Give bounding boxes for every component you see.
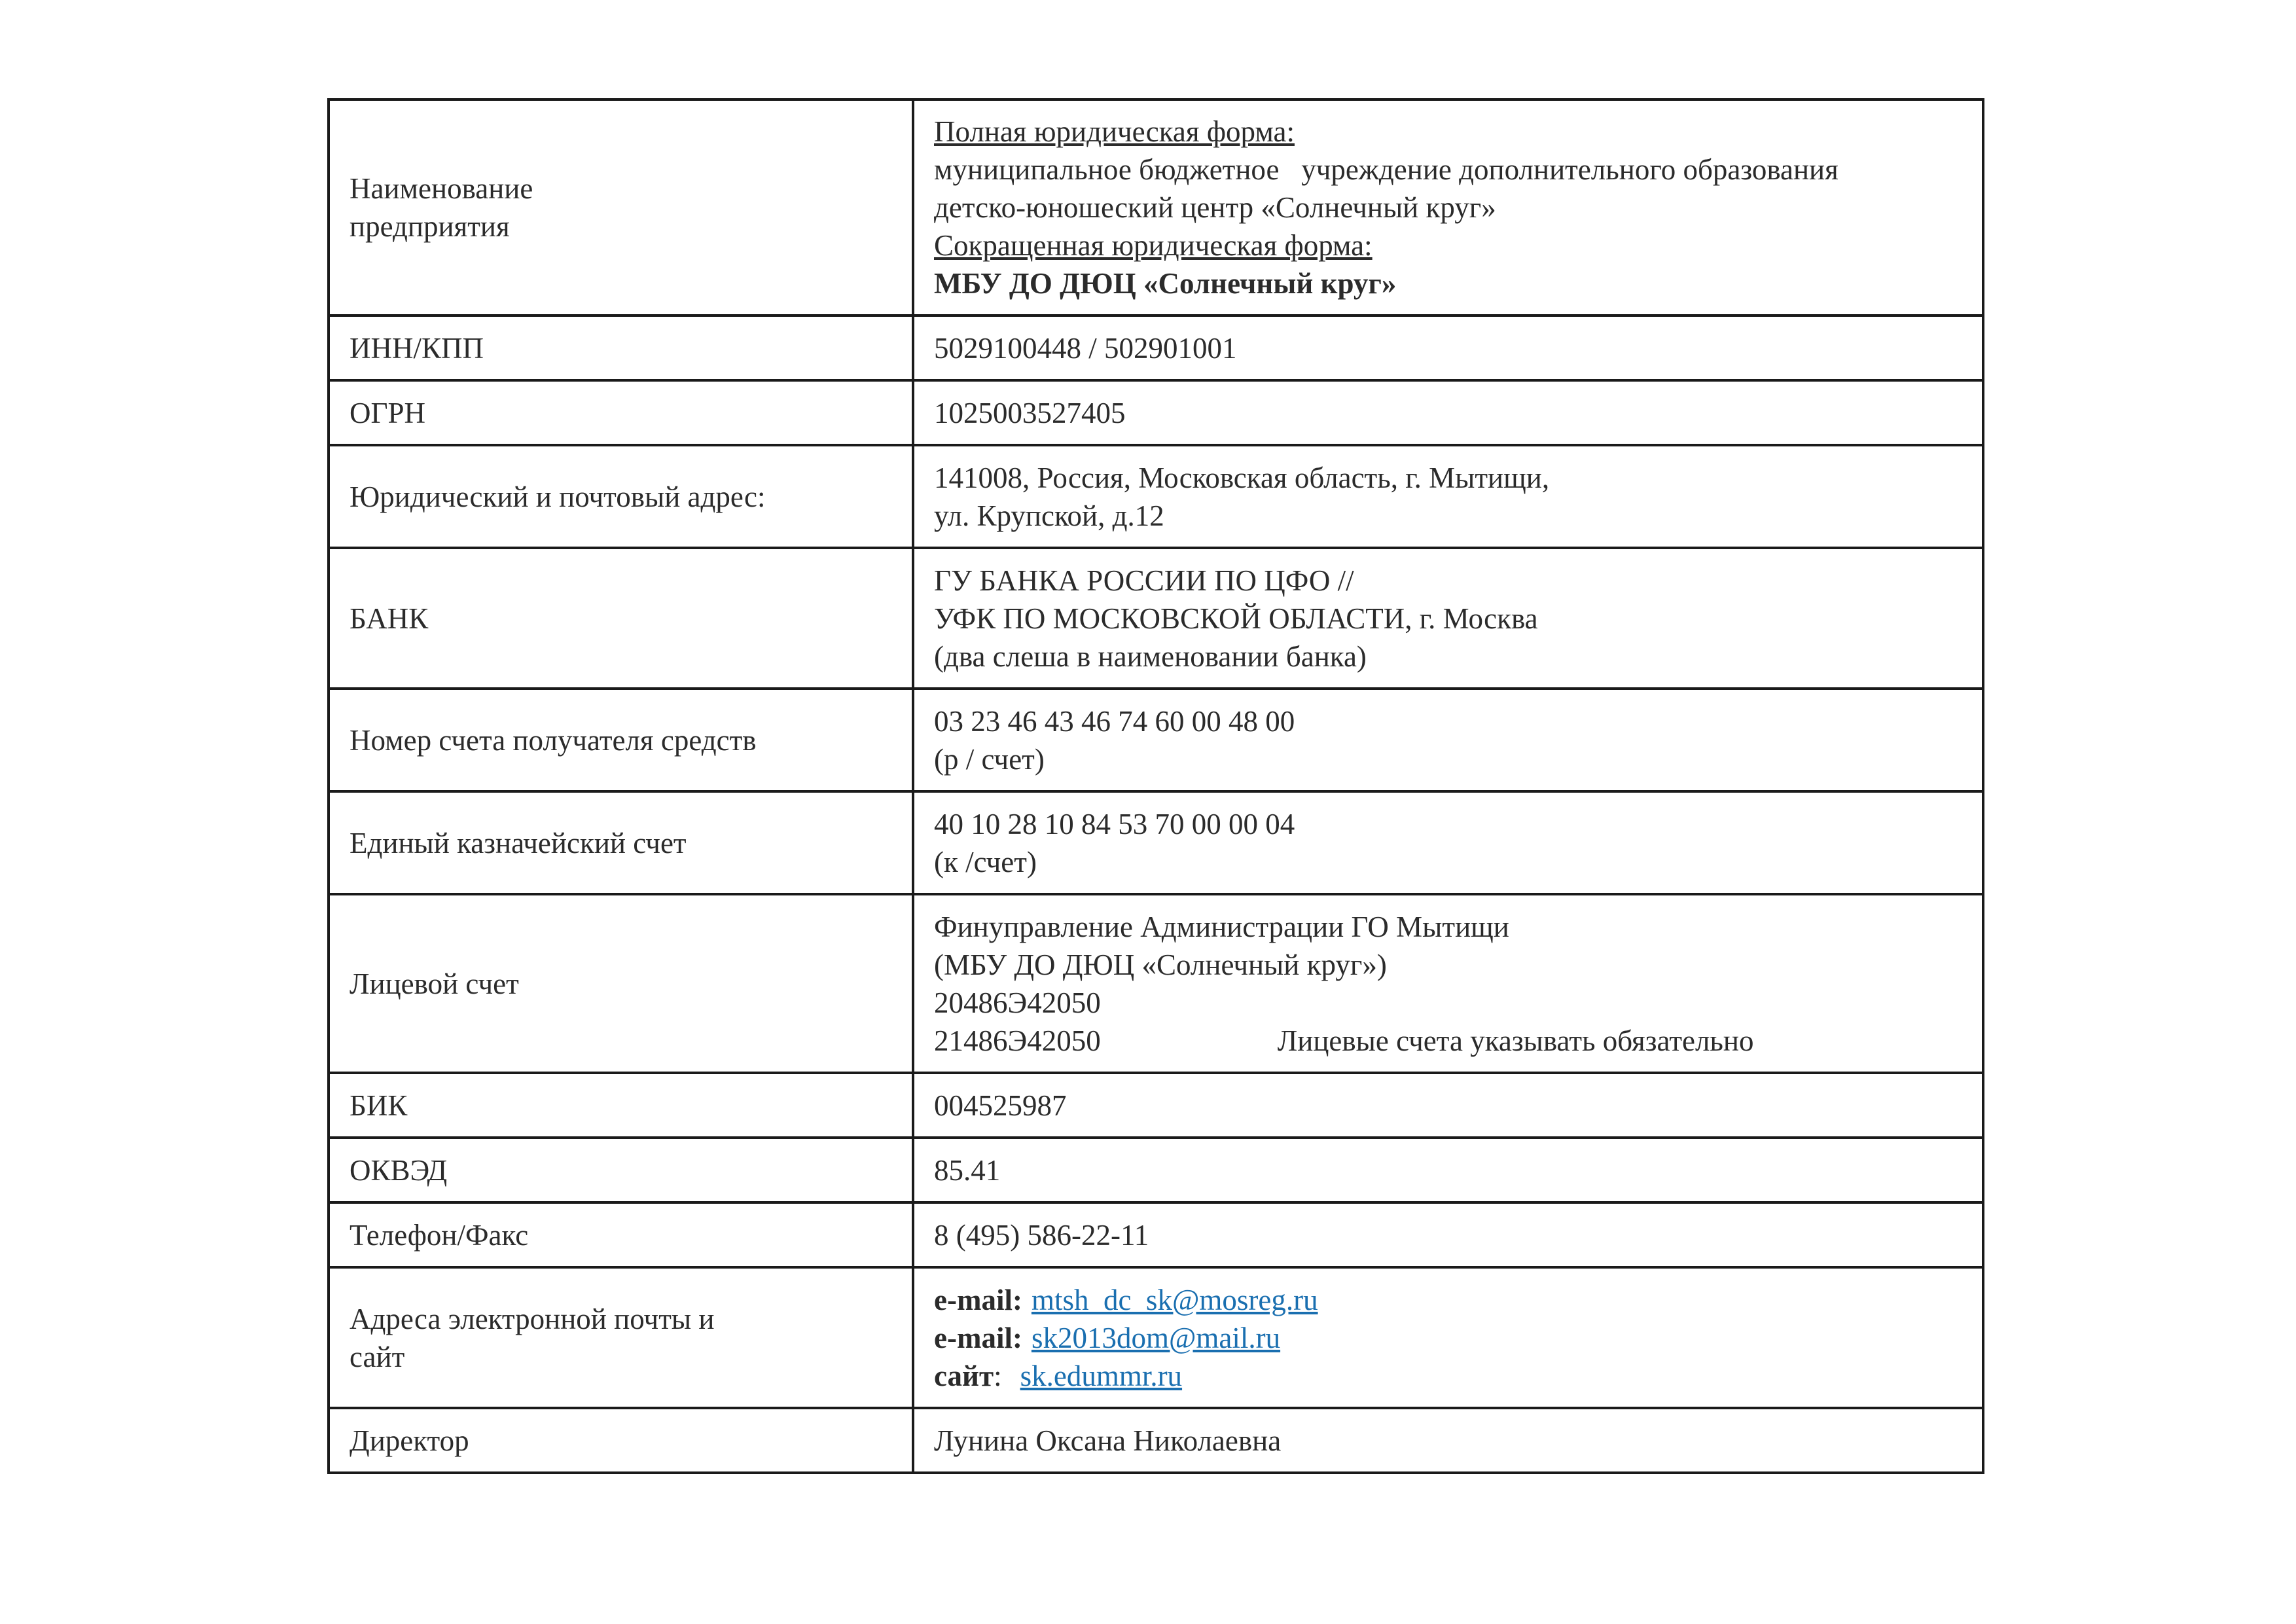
label-ogrn: ОГРН [329, 380, 913, 445]
personal-line1: Финуправление Администрации ГО Мытищи [934, 910, 1509, 943]
email1-label: e-mail: [934, 1283, 1022, 1316]
short-form-label: Сокращенная юридическая форма: [934, 229, 1372, 262]
label-director: Директор [329, 1408, 913, 1473]
treasury-line2: (к /счет) [934, 845, 1037, 878]
site-label: сайт [934, 1359, 994, 1392]
value-phone: 8 (495) 586-22-11 [913, 1202, 1983, 1267]
label-okved: ОКВЭД [329, 1138, 913, 1202]
value-cell [913, 548, 1983, 689]
requisites-table [327, 98, 1984, 1474]
treasury-line1: 40 10 28 10 84 53 70 00 00 04 [934, 807, 1295, 840]
email2-line [934, 1319, 1962, 1357]
personal-line3: 20486Э42050 [934, 986, 1101, 1019]
label-phone: Телефон/Факс [329, 1202, 913, 1267]
table-row-name [329, 99, 1983, 316]
table-row-bik [329, 1073, 1983, 1138]
full-form-label: Полная юридическая форма: [934, 115, 1295, 148]
label-personal: Лицевой счет [329, 894, 913, 1073]
value-cell [913, 689, 1983, 791]
value-cell [913, 894, 1983, 1073]
email1-line [934, 1281, 1962, 1319]
site-line [934, 1357, 1962, 1395]
email2-label: e-mail: [934, 1321, 1022, 1354]
personal-line4-wrap [934, 1022, 1962, 1060]
label-bank: БАНК [329, 548, 913, 689]
label-name-line1: Наименование [350, 172, 533, 205]
full-form-line1: муниципальное бюджетное учреждение дополнительного образования [934, 153, 1839, 186]
table-row-ogrn [329, 380, 1983, 445]
account-line2: (р / счет) [934, 742, 1045, 776]
table-row-account [329, 689, 1983, 791]
bank-line3: (два слеша в наименовании банка) [934, 640, 1367, 673]
short-form-value: МБУ ДО ДЮЦ «Солнечный круг» [934, 267, 1397, 300]
label-cell [329, 99, 913, 316]
label-account: Номер счета получателя средств [329, 689, 913, 791]
email1-link[interactable]: mtsh_dc_sk@mosreg.ru [1031, 1283, 1318, 1316]
table-row-inn [329, 316, 1983, 380]
label-email-line2: сайт [350, 1340, 405, 1373]
table-row-director [329, 1408, 1983, 1473]
label-address: Юридический и почтовый адрес: [329, 445, 913, 548]
account-line1: 03 23 46 43 46 74 60 00 48 00 [934, 704, 1295, 738]
label-inn: ИНН/КПП [329, 316, 913, 380]
label-cell [329, 1267, 913, 1408]
value-cell [913, 99, 1983, 316]
bank-line2: УФК ПО МОСКОВСКОЙ ОБЛАСТИ, г. Москва [934, 602, 1538, 635]
value-cell [913, 791, 1983, 894]
value-okved: 85.41 [913, 1138, 1983, 1202]
table-row-bank [329, 548, 1983, 689]
label-email-line1: Адреса электронной почты и [350, 1302, 715, 1335]
label-name-line2: предприятия [350, 210, 510, 243]
site-link[interactable]: sk.edummr.ru [1020, 1359, 1183, 1392]
table-row-okved [329, 1138, 1983, 1202]
label-treasury: Единый казначейский счет [329, 791, 913, 894]
email2-link[interactable]: sk2013dom@mail.ru [1031, 1321, 1281, 1354]
value-ogrn: 1025003527405 [913, 380, 1983, 445]
table-row-personal [329, 894, 1983, 1073]
value-inn: 5029100448 / 502901001 [913, 316, 1983, 380]
value-director: Лунина Оксана Николаевна [913, 1408, 1983, 1473]
address-line2: ул. Крупской, д.12 [934, 499, 1164, 532]
full-form-line2: детско-юношеский центр «Солнечный круг» [934, 191, 1496, 224]
table-row-email [329, 1267, 1983, 1408]
personal-note: Лицевые счета указывать обязательно [1277, 1024, 1754, 1057]
table-row-phone [329, 1202, 1983, 1267]
value-cell [913, 445, 1983, 548]
label-bik: БИК [329, 1073, 913, 1138]
personal-line2: (МБУ ДО ДЮЦ «Солнечный круг») [934, 948, 1387, 981]
value-bik: 004525987 [913, 1073, 1983, 1138]
site-colon: : [994, 1359, 1002, 1392]
personal-line4: 21486Э42050 [934, 1024, 1101, 1057]
table-row-treasury [329, 791, 1983, 894]
value-cell [913, 1267, 1983, 1408]
address-line1: 141008, Россия, Московская область, г. Мытищи, [934, 461, 1550, 494]
table-row-address [329, 445, 1983, 548]
bank-line1: ГУ БАНКА РОССИИ ПО ЦФО // [934, 564, 1354, 597]
